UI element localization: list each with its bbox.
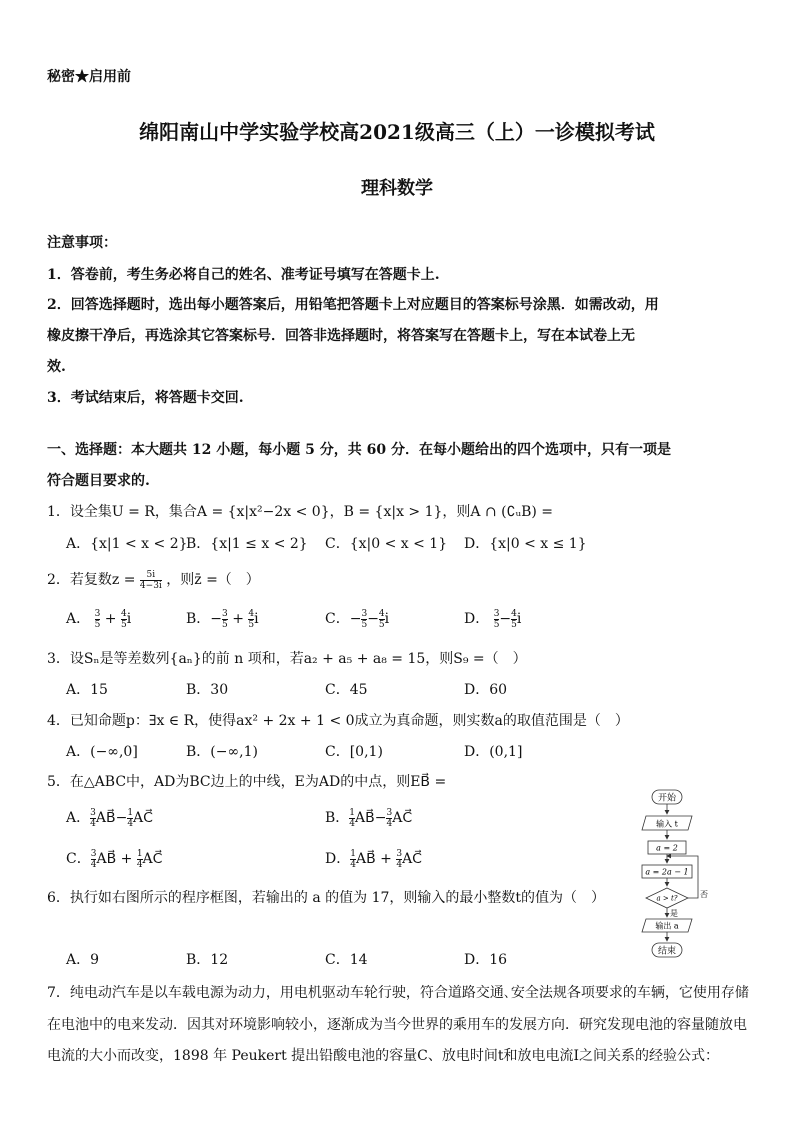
exam-subject: 理科数学 <box>361 178 433 199</box>
question-7-line-3: 电流的大小而改变，1898 年 Peukert 提出铅酸电池的容量C、放电时间t和放电电流I之间关系的经验公式： <box>47 1048 720 1064</box>
option-label: D． <box>464 611 490 627</box>
question-2-stem-prefix: 2．若复数z = <box>47 572 136 588</box>
flowchart-update-text: a = 2a − 1 <box>645 867 689 877</box>
fraction <box>222 609 228 630</box>
numerator: 3 <box>90 848 97 859</box>
operator: + <box>380 851 392 867</box>
operator: − <box>115 810 128 826</box>
notice-item-2-line-3: 效. <box>47 359 66 375</box>
vector: AB⃗ <box>96 851 117 867</box>
option-label: C． <box>66 851 91 867</box>
option-label: D． <box>325 851 351 867</box>
operator: − <box>210 611 223 627</box>
numerator: 1 <box>136 848 143 859</box>
option-label: A． <box>66 611 91 627</box>
secret-label: 秘密★启用前 <box>47 69 131 85</box>
numerator: 1 <box>350 848 356 859</box>
question-6-option-b: B．12 <box>186 952 229 968</box>
notice-item-2-line-1: 2．回答选择题时，选出每小题答案后，用铅笔把答题卡上对应题目的答案标号涂黑．如需改动，用 <box>47 297 659 313</box>
notice-item-1: 1．答卷前，考生务必将自己的姓名、准考证号填写在答题卡上. <box>47 267 440 283</box>
numerator: 3 <box>222 608 228 619</box>
question-3-option-a: A．15 <box>66 682 108 698</box>
question-7-line-1: 7．纯电动汽车是以车载电源为动力，用电机驱动车轮行驶，符合道路交通､安全法规各项要求的车辆，它使用存储 <box>47 985 749 1001</box>
flowchart-no-label: 否 <box>700 890 708 899</box>
question-5-option-c <box>66 848 162 870</box>
option-label: B． <box>325 810 350 826</box>
flowchart-output-text: 输出 a <box>655 921 679 931</box>
vector: AC⃗ <box>402 851 422 867</box>
question-2-option-c <box>325 608 389 630</box>
vector: AC⃗ <box>133 810 153 826</box>
question-2-stem-suffix: ，则z̄ =（ ） <box>166 572 260 588</box>
question-1-option-d: D．{x|0 < x ≤ 1} <box>464 536 587 552</box>
question-2-option-d <box>464 608 521 630</box>
numerator: 3 <box>396 848 403 859</box>
question-4-stem: 4．已知命题p：∃x ∈ R，使得ax² + 2x + 1 < 0成立为真命题，则实数a的取值范围是（ ） <box>47 713 629 729</box>
fraction <box>95 609 101 630</box>
question-4-option-d: D．(0,1] <box>464 744 523 760</box>
question-1-stem: 1．设全集U = R，集合A = {x|x²−2x < 0}，B = {x|x > 1}，则A ∩ (∁ᵤB) = <box>47 504 554 520</box>
denominator: 4 <box>396 859 403 870</box>
denominator: 5 <box>493 619 500 630</box>
question-2-stem <box>47 569 260 591</box>
option-label: A． <box>66 810 91 826</box>
notice-heading: 注意事项： <box>47 235 117 251</box>
question-3-stem: 3．设Sₙ是等差数列{aₙ}的前 n 项和，若a₂ + a₅ + a₈ = 15，则S₉ =（ ） <box>47 651 527 667</box>
imaginary-unit: i <box>254 611 259 627</box>
numerator: 1 <box>127 807 134 818</box>
denominator: 5 <box>361 619 368 630</box>
flowchart-end-text: 结束 <box>657 946 677 957</box>
denominator: 4 <box>386 818 393 829</box>
question-6-option-d: D．16 <box>464 952 508 968</box>
question-4-option-a: A．(−∞,0] <box>66 744 138 760</box>
question-6-option-a: A．9 <box>66 952 100 968</box>
flowchart-start-text: 开始 <box>657 793 677 804</box>
question-5-option-b <box>325 807 412 829</box>
question-1-option-b: B．{x|1 ≤ x < 2} <box>186 536 308 552</box>
question-2-option-a <box>66 608 131 630</box>
imaginary-unit: i <box>384 611 390 627</box>
vector: AB⃗ <box>355 810 375 826</box>
option-label: C． <box>325 611 350 627</box>
denominator: 4 <box>127 818 134 829</box>
option-label: B． <box>186 611 211 627</box>
denominator: 5 <box>248 619 255 630</box>
vector: AB⃗ <box>95 810 116 826</box>
denominator: 5 <box>511 619 517 630</box>
numerator: 3 <box>493 608 500 619</box>
denominator: 4 <box>136 859 143 870</box>
flowchart-input-text: 输入 t <box>656 819 678 829</box>
numerator: 3 <box>386 807 393 818</box>
numerator: 4 <box>248 608 255 619</box>
question-5-option-a <box>66 807 153 829</box>
question-5-stem: 5．在△ABC中，AD为BC边上的中线，E为AD的中点，则EB⃗ = <box>47 774 447 790</box>
flowchart-init-text: a = 2 <box>656 843 678 853</box>
operator: + <box>232 611 244 627</box>
numerator: 4 <box>120 608 127 619</box>
operator: − <box>367 611 379 627</box>
numerator: 3 <box>361 608 368 619</box>
question-3-option-b: B．30 <box>186 682 229 698</box>
question-3-option-c: C．45 <box>325 682 368 698</box>
notice-item-3: 3．考试结束后，将答题卡交回. <box>47 390 244 406</box>
denominator: 4 <box>90 818 96 829</box>
flowchart-condition-text: a > t? <box>656 894 678 903</box>
question-6-option-c: C．14 <box>325 952 368 968</box>
denominator: 5 <box>94 619 101 630</box>
operator: − <box>374 810 387 826</box>
section-1-heading-line-2: 符合题目要求的. <box>47 473 150 489</box>
denominator: 4 <box>90 859 97 870</box>
denominator: 5 <box>120 619 127 630</box>
imaginary-unit: i <box>516 611 522 627</box>
exam-title: 绵阳南山中学实验学校高2021级高三（上）一诊模拟考试 <box>139 120 655 144</box>
question-1-option-c: C．{x|0 < x < 1} <box>325 536 448 552</box>
question-4-option-c: C．[0,1) <box>325 744 383 760</box>
imaginary-unit: i <box>126 611 132 627</box>
question-1-option-a: A．{x|1 < x < 2} <box>66 536 188 552</box>
program-flowchart <box>630 786 710 966</box>
notice-item-2-line-2: 橡皮擦干净后，再选涂其它答案标号．回答非选择题时，将答案写在答题卡上，写在本试卷上无 <box>47 328 635 344</box>
operator: − <box>499 611 512 627</box>
question-7-line-2: 在电池中的电来发动．因其对环境影响较小，逐渐成为当今世界的乘用车的发展方向．研究发现电池的容量随放电 <box>47 1017 747 1033</box>
flowchart-yes-label: 是 <box>670 909 678 918</box>
question-5-option-d <box>325 848 422 870</box>
question-2-fraction-numerator: 5i <box>140 570 162 581</box>
question-2-fraction <box>140 570 162 591</box>
denominator: 5 <box>222 619 228 630</box>
denominator: 5 <box>378 619 385 630</box>
operator: + <box>104 611 117 627</box>
numerator: 4 <box>378 608 385 619</box>
question-6-stem: 6．执行如右图所示的程序框图，若输出的 a 的值为 17，则输入的最小整数t的值为（ ） <box>47 890 606 906</box>
numerator: 3 <box>94 608 101 619</box>
vector: AB⃗ <box>355 851 376 867</box>
vector: AC⃗ <box>142 851 163 867</box>
question-2-fraction-denominator: 4−3i <box>139 580 162 591</box>
question-3-option-d: D．60 <box>464 682 508 698</box>
operator: + <box>120 851 133 867</box>
numerator: 4 <box>511 608 517 619</box>
numerator: 3 <box>90 807 96 818</box>
section-1-heading-line-1: 一、选择题：本大题共 12 小题，每小题 5 分，共 60 分．在每小题给出的四个选项中，只有一项是 <box>47 442 671 458</box>
question-2-option-b <box>186 608 259 630</box>
numerator: 1 <box>349 807 356 818</box>
denominator: 4 <box>349 818 356 829</box>
vector: AC⃗ <box>392 810 413 826</box>
question-4-option-b: B．(−∞,1) <box>186 744 258 760</box>
operator: − <box>349 611 362 627</box>
denominator: 4 <box>350 859 356 870</box>
